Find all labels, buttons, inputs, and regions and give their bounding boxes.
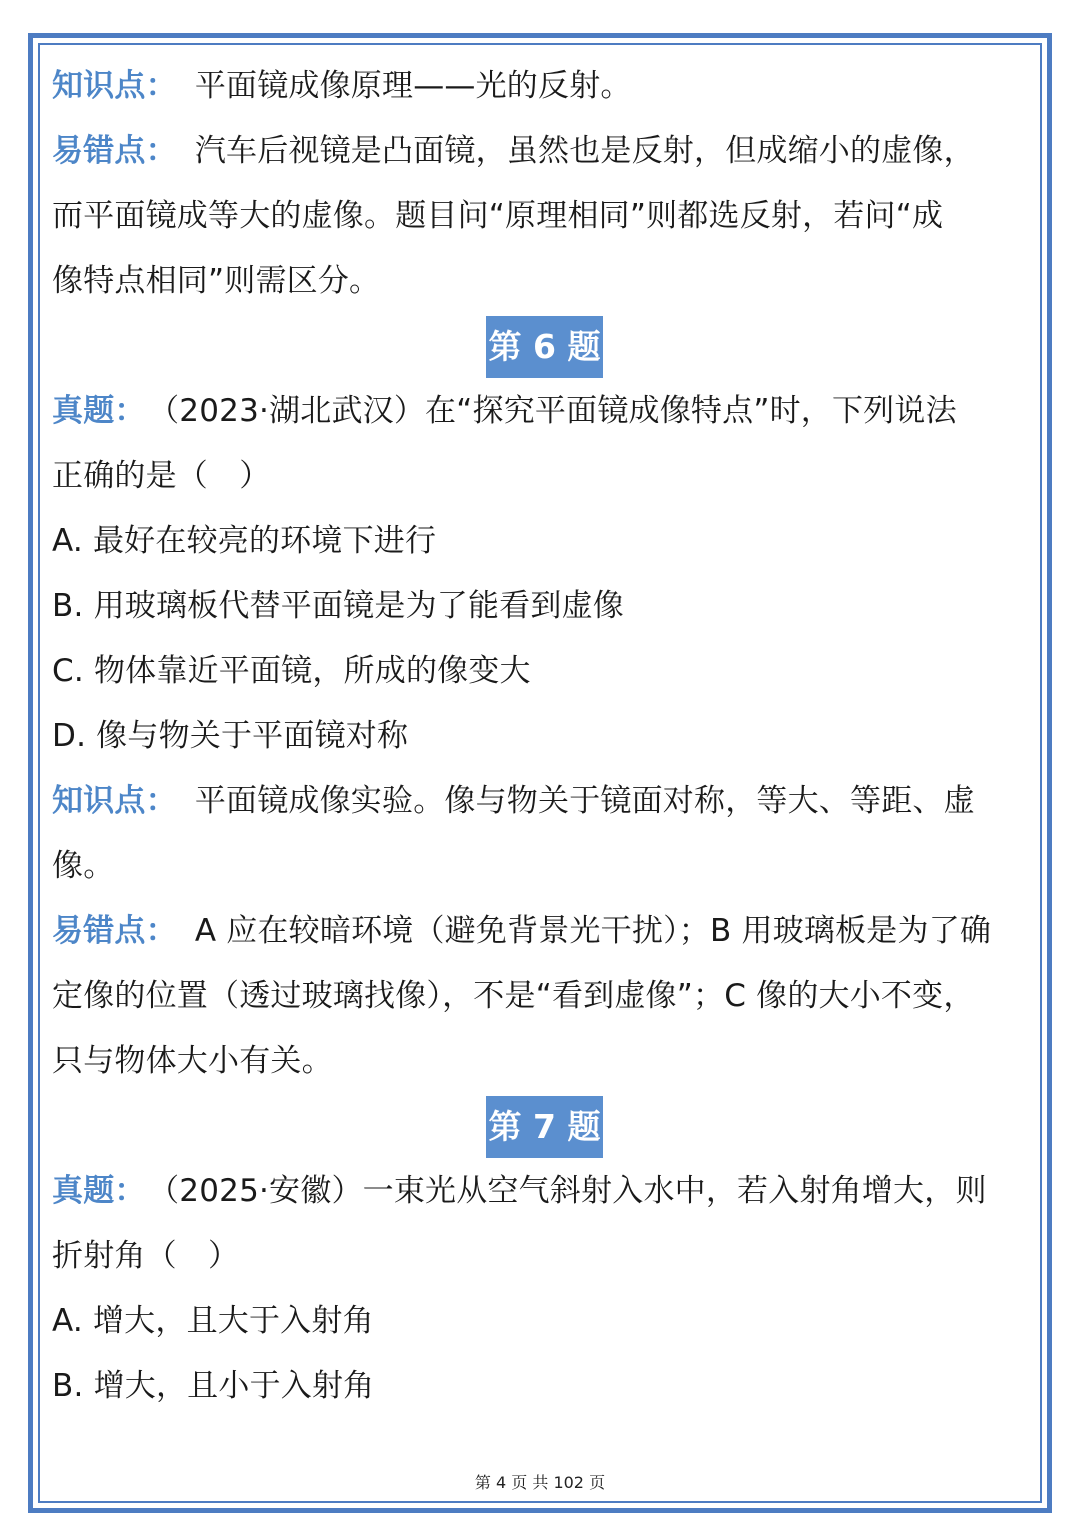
knowledge-text: 平面镜成像原理——光的反射。 — [194, 68, 632, 104]
question-text: （2023·湖北武汉）在“探究平面镜成像特点”时，下列说法 — [163, 393, 957, 429]
q7-title-row — [52, 1094, 1037, 1159]
question-label: 真题： — [52, 393, 146, 429]
s5-error-line-3: 像特点相同”则需区分。 — [52, 263, 381, 299]
option-b: B. 增大，且小于入射角 — [52, 1368, 375, 1404]
s5-knowledge-line — [52, 54, 1037, 119]
option-b: B. 用玻璃板代替平面镜是为了能看到虚像 — [52, 588, 624, 624]
option-a: A. 增大，且大于入射角 — [52, 1303, 374, 1339]
q7-question-line-1 — [52, 1159, 1037, 1224]
error-label: 易错点： — [52, 133, 177, 169]
knowledge-label: 知识点： — [52, 68, 177, 104]
q6-question-line-2: 正确的是（ ） — [52, 458, 271, 494]
q6-knowledge-line-1 — [52, 769, 1037, 834]
option-a: A. 最好在较亮的环境下进行 — [52, 523, 437, 559]
option-c: C. 物体靠近平面镜，所成的像变大 — [52, 653, 531, 689]
q7-question-line-2: 折射角（ ） — [52, 1238, 240, 1274]
q6-error-line-1 — [52, 899, 1037, 964]
s5-error-line-2: 而平面镜成等大的虚像。题目问“原理相同”则都选反射，若问“成 — [52, 198, 944, 234]
q6-error-line-3: 只与物体大小有关。 — [52, 1043, 333, 1079]
error-text: 汽车后视镜是凸面镜，虽然也是反射，但成缩小的虚像， — [194, 133, 975, 169]
error-label: 易错点： — [52, 913, 177, 949]
q6-title-row — [52, 314, 1037, 379]
question-label: 真题： — [52, 1173, 146, 1209]
page-content — [52, 54, 1037, 1419]
error-text: A 应在较暗环境（避免背景光干扰）；B 用玻璃板是为了确 — [194, 913, 992, 949]
question-title: 第 6 题 — [486, 316, 603, 378]
page-footer: 第 4 页 共 102 页 — [474, 1473, 606, 1492]
s5-error-line-1 — [52, 119, 1037, 184]
question-title: 第 7 题 — [486, 1096, 603, 1158]
q6-error-line-2: 定像的位置（透过玻璃找像），不是“看到虚像”；C 像的大小不变， — [52, 978, 975, 1014]
q6-question-line-1 — [52, 379, 1037, 444]
q6-knowledge-line-2: 像。 — [52, 848, 115, 884]
knowledge-label: 知识点： — [52, 783, 177, 819]
option-d: D. 像与物关于平面镜对称 — [52, 718, 409, 754]
question-text: （2025·安徽）一束光从空气斜射入水中，若入射角增大，则 — [163, 1173, 987, 1209]
knowledge-text: 平面镜成像实验。像与物关于镜面对称，等大、等距、虚 — [194, 783, 975, 819]
